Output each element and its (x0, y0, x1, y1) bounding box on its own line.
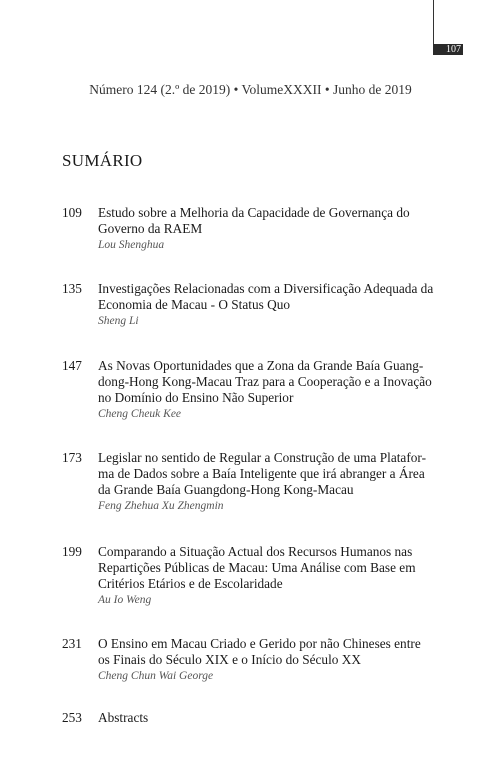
toc-entry-author: Lou Shenghua (98, 239, 165, 251)
toc-entry-title-line: da Grande Baía Guangdong-Hong Kong-Macau (98, 482, 354, 497)
toc-entry-title-line: Governo da RAEM (98, 221, 203, 236)
toc-entry-body (98, 636, 442, 683)
toc-entry-author: Cheng Chun Wai George (98, 670, 214, 682)
toc-entry-author: Feng Zhehua Xu Zhengmin (98, 500, 224, 512)
toc-entry-title-line: ma de Dados sobre a Baía Inteligente que irá abranger a Área (98, 466, 425, 481)
toc-entry-title-line: O Ensino em Macau Criado e Gerido por não Chineses entre (98, 636, 421, 651)
toc-entry-author: Sheng Li (98, 315, 139, 327)
toc-entry-page: 231 (62, 636, 82, 651)
table-of-contents (62, 205, 442, 726)
toc-entry[interactable] (62, 450, 442, 513)
toc-entry-body (98, 205, 442, 252)
toc-entry-body (98, 710, 442, 726)
toc-entry-body (98, 450, 442, 513)
toc-entry-title-line: no Domínio do Ensino Não Superior (98, 390, 294, 405)
toc-entry-title-line: Critérios Etários e de Escolaridade (98, 576, 283, 591)
toc-entry-page: 173 (62, 450, 82, 465)
toc-entry-title-line: Estudo sobre a Melhoria da Capacidade de Governança do (98, 205, 410, 220)
toc-entry[interactable] (62, 358, 442, 421)
toc-entry-title-line: As Novas Oportunidades que a Zona da Grande Baía Guang- (98, 358, 424, 373)
toc-entry-title-line: dong-Hong Kong-Macau Traz para a Cooperação e a Inovação (98, 374, 432, 389)
toc-entry-title-line: Comparando a Situação Actual dos Recursos Humanos nas (98, 544, 413, 559)
toc-entry-title-line: Economia de Macau - O Status Quo (98, 297, 291, 312)
toc-entry-author: Cheng Cheuk Kee (98, 408, 182, 420)
toc-entry-page: 147 (62, 358, 82, 373)
toc-entry[interactable] (62, 281, 442, 328)
toc-entry-body (98, 281, 442, 328)
toc-entry-page: 199 (62, 544, 82, 559)
header-rule (433, 0, 434, 44)
toc-entry-page: 109 (62, 205, 82, 220)
toc-entry[interactable] (62, 710, 442, 726)
toc-entry-title-line: Abstracts (98, 710, 149, 725)
toc-entry-body (98, 544, 442, 607)
toc-entry-page: 135 (62, 281, 82, 296)
toc-entry[interactable] (62, 636, 442, 683)
toc-entry-author: Au Io Weng (98, 594, 152, 606)
page-number: 107 (433, 44, 463, 55)
toc-entry-title-line: Legislar no sentido de Regular a Construção de uma Platafor- (98, 450, 426, 465)
toc-entry[interactable] (62, 544, 442, 607)
toc-entry-title-line: os Finais do Século XIX e o Início do Século XX (98, 652, 361, 667)
toc-entry[interactable] (62, 205, 442, 252)
section-title: SUMÁRIO (62, 151, 143, 170)
toc-entry-title-line: Repartições Públicas de Macau: Uma Análise com Base em (98, 560, 416, 575)
toc-entry-body (98, 358, 442, 421)
toc-entry-page: 253 (62, 710, 82, 725)
toc-entry-title-line: Investigações Relacionadas com a Diversificação Adequada da (98, 281, 434, 296)
issue-line: Número 124 (2.º de 2019) • VolumeXXXII • Junho de 2019 (89, 82, 412, 97)
